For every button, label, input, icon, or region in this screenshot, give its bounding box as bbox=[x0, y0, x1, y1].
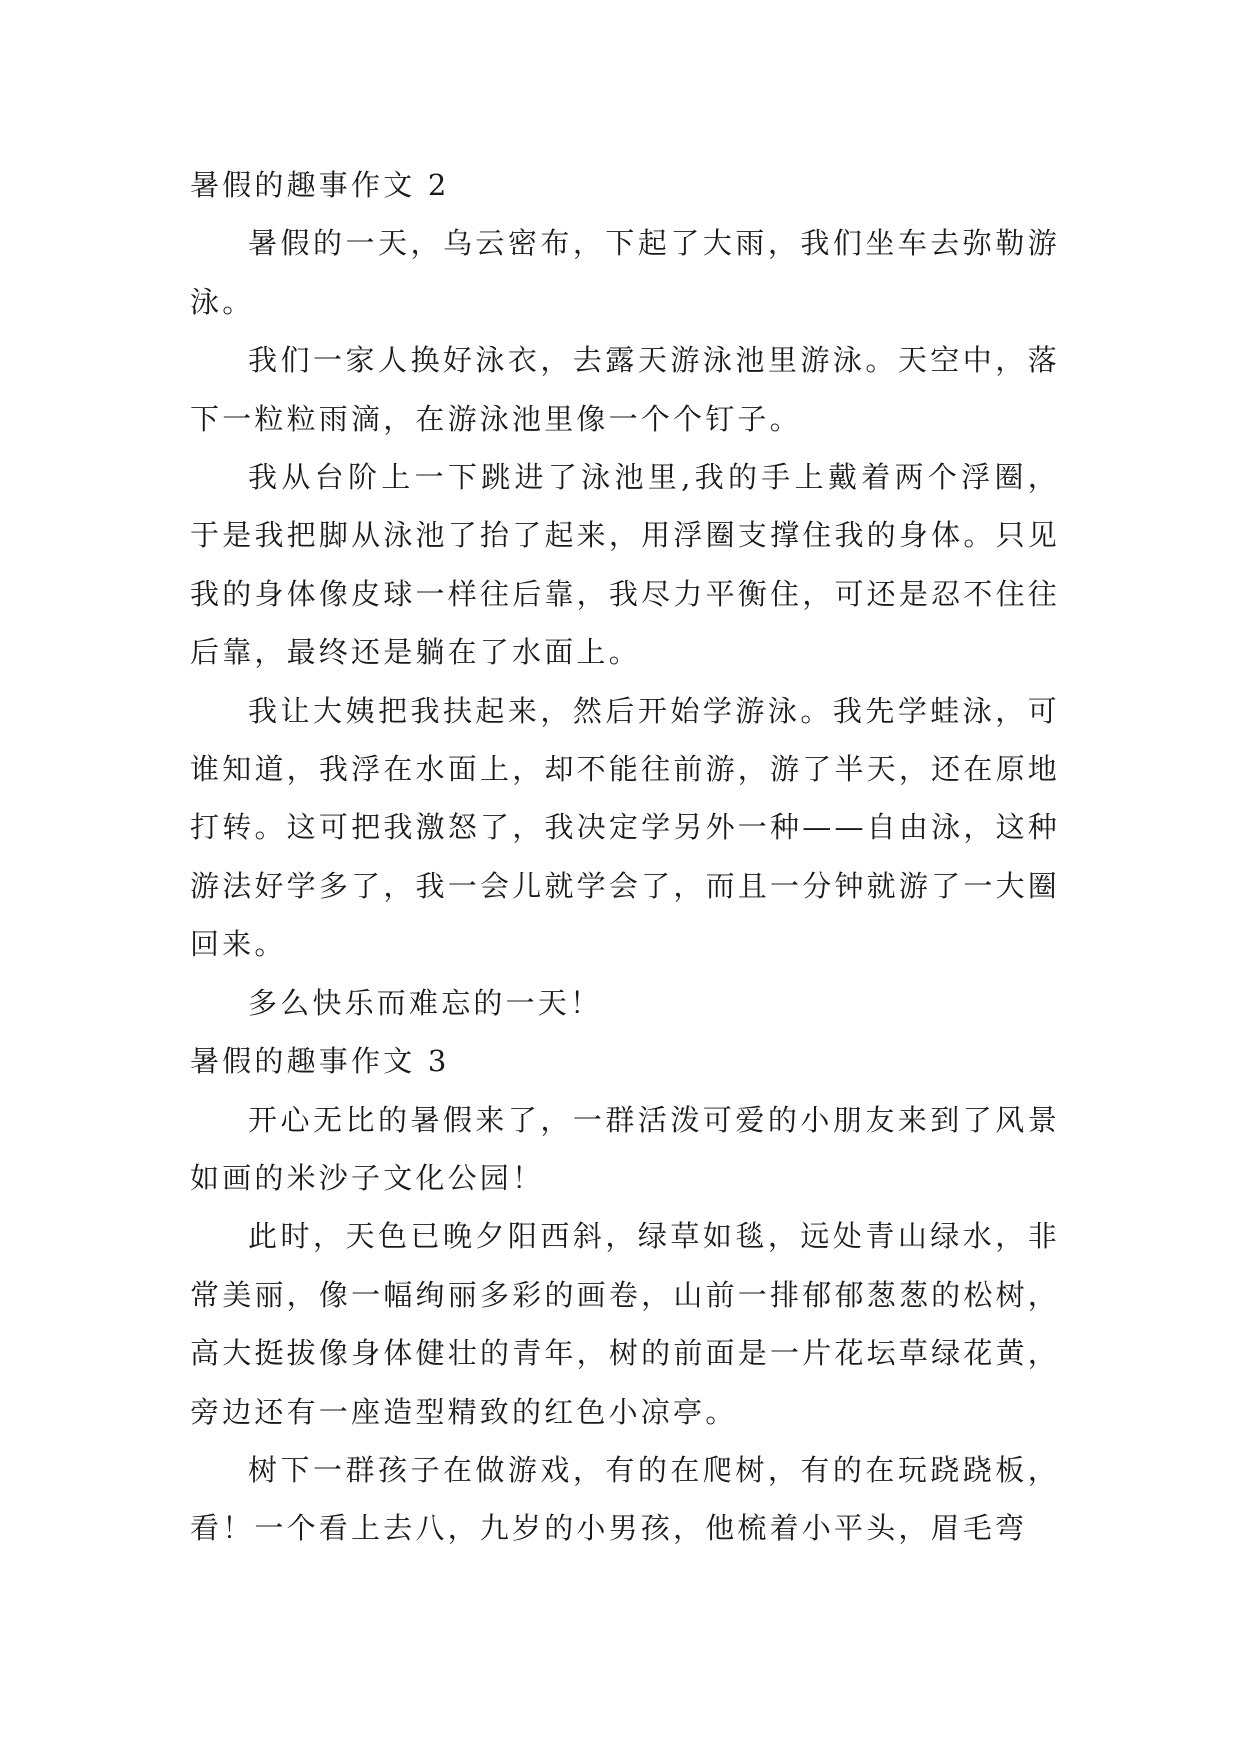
paragraph: 树下一群孩子在做游戏，有的在爬树，有的在玩跷跷板，看！一个看上去八，九岁的小男孩，他梳着小平头，眉毛弯 bbox=[190, 1452, 1060, 1546]
section-title: 暑假的趣事作文 2 bbox=[190, 168, 450, 202]
document-page bbox=[190, 156, 1060, 1558]
paragraph: 我们一家人换好泳衣，去露天游泳池里游泳。天空中，落下一粒粒雨滴，在游泳池里像一个个钉子。 bbox=[190, 343, 1060, 436]
essay-section-2 bbox=[190, 156, 1060, 1032]
paragraph: 多么快乐而难忘的一天！ bbox=[248, 985, 603, 1020]
paragraph: 我从台阶上一下跳进了泳池里,我的手上戴着两个浮圈，于是我把脚从泳池了抬了起来，用浮圈支撑住我的身体。只见我的身体像皮球一样往后靠，我尽力平衡住，可还是忍不住往后靠，最终还是躺在了水面上。 bbox=[190, 460, 1060, 670]
section-title: 暑假的趣事作文 3 bbox=[190, 1044, 450, 1079]
paragraph: 暑假的一天，乌云密布，下起了大雨，我们坐车去弥勒游泳。 bbox=[190, 226, 1060, 319]
paragraph: 此时，天色已晚夕阳西斜，绿草如毯，远处青山绿水，非常美丽，像一幅绚丽多彩的画卷，山前一排郁郁葱葱的松树，高大挺拔像身体健壮的青年，树的前面是一片花坛草绿花黄，旁边还有一座造型精致的红色小凉亭。 bbox=[190, 1219, 1060, 1429]
paragraph: 开心无比的暑假来了，一群活泼可爱的小朋友来到了风景如画的米沙子文化公园！ bbox=[190, 1102, 1060, 1195]
paragraph: 我让大姨把我扶起来，然后开始学游泳。我先学蛙泳，可谁知道，我浮在水面上，却不能往前游，游了半天，还在原地打转。这可把我激怒了，我决定学另外一种——自由泳，这种游法好学多了，我一会儿就学会了，而且一分钟就游了一大圈回来。 bbox=[190, 693, 1060, 962]
essay-section-3 bbox=[190, 1032, 1060, 1558]
